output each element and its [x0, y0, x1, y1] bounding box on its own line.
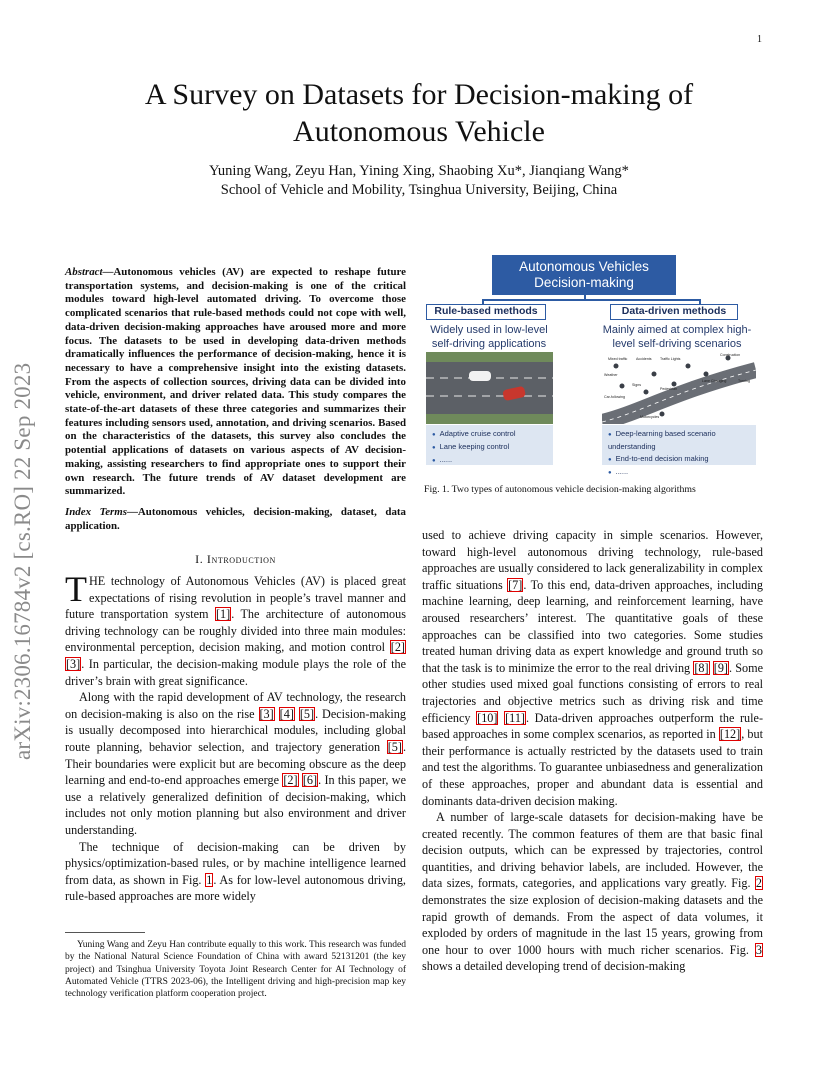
intro-text: . Their boundaries were explicit but are becoming obscure as the deep learning and end-to-end approaches emerge — [65, 739, 406, 788]
citation-link[interactable]: [3] — [66, 656, 81, 671]
bullet-item: ● ...... — [432, 454, 547, 467]
right-paragraph-1 — [422, 527, 763, 809]
footnote-rule — [65, 932, 145, 933]
intro-text: technology of Autonomous Vehicles (AV) is placed great expectations of rising revolution in people’s travel manner and future transportation system — [65, 574, 406, 622]
scene-label: Car-following — [604, 395, 625, 399]
bullet-item: ● Adaptive cruise control — [432, 428, 547, 441]
abstract-label: Abstract — [65, 266, 103, 278]
citation-link[interactable]: [11] — [505, 710, 525, 725]
bullet-item: ● ...... — [608, 466, 750, 479]
scene-label: Lane Changing — [702, 379, 727, 383]
desc-line: self-driving applications — [431, 337, 547, 350]
section-title: Introduction — [206, 552, 276, 566]
citation-link[interactable]: [2] — [283, 773, 298, 788]
figure-connector — [584, 295, 586, 300]
figure-connector — [482, 299, 700, 301]
intro-paragraph-1 — [65, 569, 406, 689]
scene-label: Construction — [720, 353, 741, 357]
scene-label: Signs — [632, 383, 641, 387]
scene-label: Accidents — [636, 357, 652, 361]
citation-link[interactable]: [9] — [713, 660, 728, 675]
authors-block — [60, 162, 778, 200]
citation-link[interactable]: [2] — [390, 640, 405, 655]
abstract — [65, 266, 406, 499]
abstract-text: —Autonomous vehicles (AV) are expected to reshape future transportation systems, and decision-making is one of the critical modules toward high-level automated driving. To overcome those complicated scenarios that rule-based methods could not cope with well, data-driven decision-making approaches have aroused more and more focus. The datasets to be used in developing data-driven methods dramatically influences the performance of decision-making, hence it is necessary to have a comprehensive insight into the existing datasets. From the aspects of collection sources, driving data can be divided into vehicle, environment, and driver related data. This study compares the state-of-the-art datasets of these three categories and summarizes their features including sensors used, annotation, and driving scenarios. Based on the characteristics of the datasets, this survey also concludes the potential applications of datasets on various aspects of AV decision-making, assisting researchers to find appropriate ones to support their own research. The future trends of AV dataset development are summarized. — [65, 266, 406, 498]
rule-based-box: Rule-based methods — [426, 304, 546, 320]
citation-link[interactable]: [4] — [279, 706, 294, 721]
arxiv-stamp: arXiv:2306.16784v2 [cs.RO] 22 Sep 2023 — [10, 362, 35, 760]
intro-text: . As for low-level autonomous driving, rule-based approaches are more widely — [65, 872, 406, 904]
scene-label: Weather — [604, 373, 618, 377]
right-paragraph-2 — [422, 809, 763, 975]
intro-text: . In this paper, we use a relatively generalized definition of decision-making, which includes not only motion planning but also environment and driver understanding. — [65, 773, 406, 837]
intro-text: The technique of decision-making can be driven by physics/optimization-based rules, or by machine intelligence learned from data, as shown in Fig. — [65, 839, 406, 887]
rule-based-description — [424, 324, 554, 351]
figure-caption: Fig. 1. Two types of autonomous vehicle decision-making algorithms — [424, 484, 696, 495]
section-number: I. — [195, 552, 204, 566]
desc-line: Widely used in low-level — [430, 324, 548, 336]
body-text: . Some other studies used mixed goal functions consisting of errors to real trajectories and objective metrics such as driving risk and time efficiency — [422, 660, 764, 725]
citation-link[interactable]: [5] — [299, 706, 315, 721]
citation-link[interactable]: [12] — [719, 727, 741, 742]
citation-link[interactable]: [10] — [477, 710, 498, 725]
figure-link[interactable]: 2 — [755, 876, 762, 891]
bullet-item: ● Lane keeping control — [432, 441, 547, 454]
body-text: shows a detailed developing trend of decision-making — [422, 959, 686, 974]
figure-top-box — [492, 255, 676, 295]
intro-text: . The architecture of autonomous driving technology can be roughly divided into three main modules: environmental perception, decision making, and motion control — [65, 607, 406, 655]
scene-label: Turning — [738, 379, 751, 383]
scene-label: Traffic Lights — [660, 357, 681, 361]
body-text: A number of large-scale datasets for decision-making have be created recently. The common features of them are that basic final decision outputs, which can be expressed by trajectories, control quantities, and driving behavior labels, are included. However, the data sizes, formats, categories, and applications vary greatly. Fig. — [422, 810, 763, 891]
author-list: Yuning Wang, Zeyu Han, Yining Xing, Shaobing Xu*, Jianqiang Wang* — [209, 163, 629, 179]
scene-label: Pedestrian — [660, 387, 678, 391]
figure-link[interactable]: 1 — [206, 872, 213, 887]
body-text: . To this end, data-driven approaches, including machine learning, deep learning, and reinforcement learning, have aroused researchers’ interest. The quantitative goals of these approaches can be classified into two categories. Some studies treated human driving data as expert knowledge and ground truth so that the task is to minimize the error to the real driving — [422, 577, 763, 675]
bullet-item: ● End-to-end decision making — [608, 453, 750, 466]
citation-link[interactable]: [1] — [215, 607, 231, 622]
desc-line: Mainly aimed at complex high- — [602, 324, 752, 336]
intro-text: . Decision-making is usually decomposed into hierarchical modules, including global route planning, behavior selection, and trajectory generation — [65, 706, 406, 754]
index-terms-text: —Autonomous vehicles, decision-making, dataset, data application. — [65, 506, 406, 532]
citation-link[interactable]: [3] — [259, 706, 274, 721]
citation-link[interactable]: [7] — [508, 577, 523, 592]
body-text: used to achieve driving capacity in simple scenarios. However, toward high-level autonomous driving technology, rule-based approaches are usually considered to lack generalizability in complex traffic situations — [422, 528, 763, 592]
scene-label: Motorcycles — [640, 415, 660, 419]
figure-link[interactable]: 3 — [755, 942, 762, 957]
bullet-item: ● Deep-learning based scenario understanding — [608, 428, 750, 453]
figure-top-line-1: Autonomous Vehicles — [519, 259, 649, 274]
highway-illustration — [426, 352, 553, 424]
right-column-body — [422, 527, 763, 975]
body-text: demonstrates the size explosion of decision-making datasets and the rapid growth of demands. From the aspect of data volumes, it exploded by orders of magnitude in the last 15 years, growing from one hour to over 1000 hours with much richer scenarios. Fig. — [422, 893, 763, 957]
index-terms-label: Index Terms — [65, 506, 128, 518]
citation-link[interactable]: [5] — [387, 739, 402, 754]
footnote: Yuning Wang and Zeyu Han contribute equally to this work. This research was funded by the National Natural Science Foundation of China with award 52131201 (the key project) and Tsinghua University Toyota Joint Research Center for AI Technology of Automated Vehicle (TTRS 2023-06), the Intelligent driving and high-precision map key technology verification platform cooperation project. — [65, 940, 406, 1000]
intro-caps: HE — [89, 574, 106, 588]
intro-text: Along with the rapid development of AV technology, the research on decision-making is also on the rise — [65, 690, 406, 721]
citation-link[interactable]: [6] — [302, 773, 318, 788]
title-line-2: Autonomous Vehicle — [293, 115, 545, 148]
affiliation: School of Vehicle and Mobility, Tsinghua University, Beijing, China — [220, 182, 618, 198]
index-terms — [65, 506, 406, 533]
section-heading-introduction — [65, 552, 406, 567]
data-driven-description — [596, 324, 758, 351]
scene-label: Mixed traffic — [608, 357, 628, 361]
figure-top-line-2: Decision-making — [534, 275, 634, 290]
drop-cap: T — [65, 569, 87, 609]
complex-scenario-illustration — [602, 352, 756, 424]
introduction-body — [65, 569, 406, 905]
rule-based-bullets — [426, 425, 553, 465]
body-text: , but their performance is actually restricted by the datasets used to train and test the algorithms. To guarantee unbiasedness and generalization of these approaches, proper and abundant data is essential and dominants data-driven decision making. — [422, 727, 763, 808]
title-line-1: A Survey on Datasets for Decision-making of — [144, 78, 694, 111]
data-driven-bullets — [602, 425, 756, 476]
figure-1 — [424, 255, 758, 476]
white-car-icon — [469, 371, 491, 381]
intro-paragraph-2 — [65, 689, 406, 838]
intro-paragraph-3 — [65, 839, 406, 905]
desc-line: level self-driving scenarios — [612, 337, 742, 350]
intro-text: . In particular, the decision-making module plays the role of the driver’s brain with great significance. — [65, 656, 406, 688]
data-driven-box: Data-driven methods — [610, 304, 738, 320]
body-text: . Data-driven approaches outperform the rule-based approaches in some complex scenarios, as reported in — [422, 710, 764, 742]
citation-link[interactable]: [8] — [694, 660, 709, 675]
page-number: 1 — [757, 34, 762, 45]
paper-title — [60, 76, 778, 150]
